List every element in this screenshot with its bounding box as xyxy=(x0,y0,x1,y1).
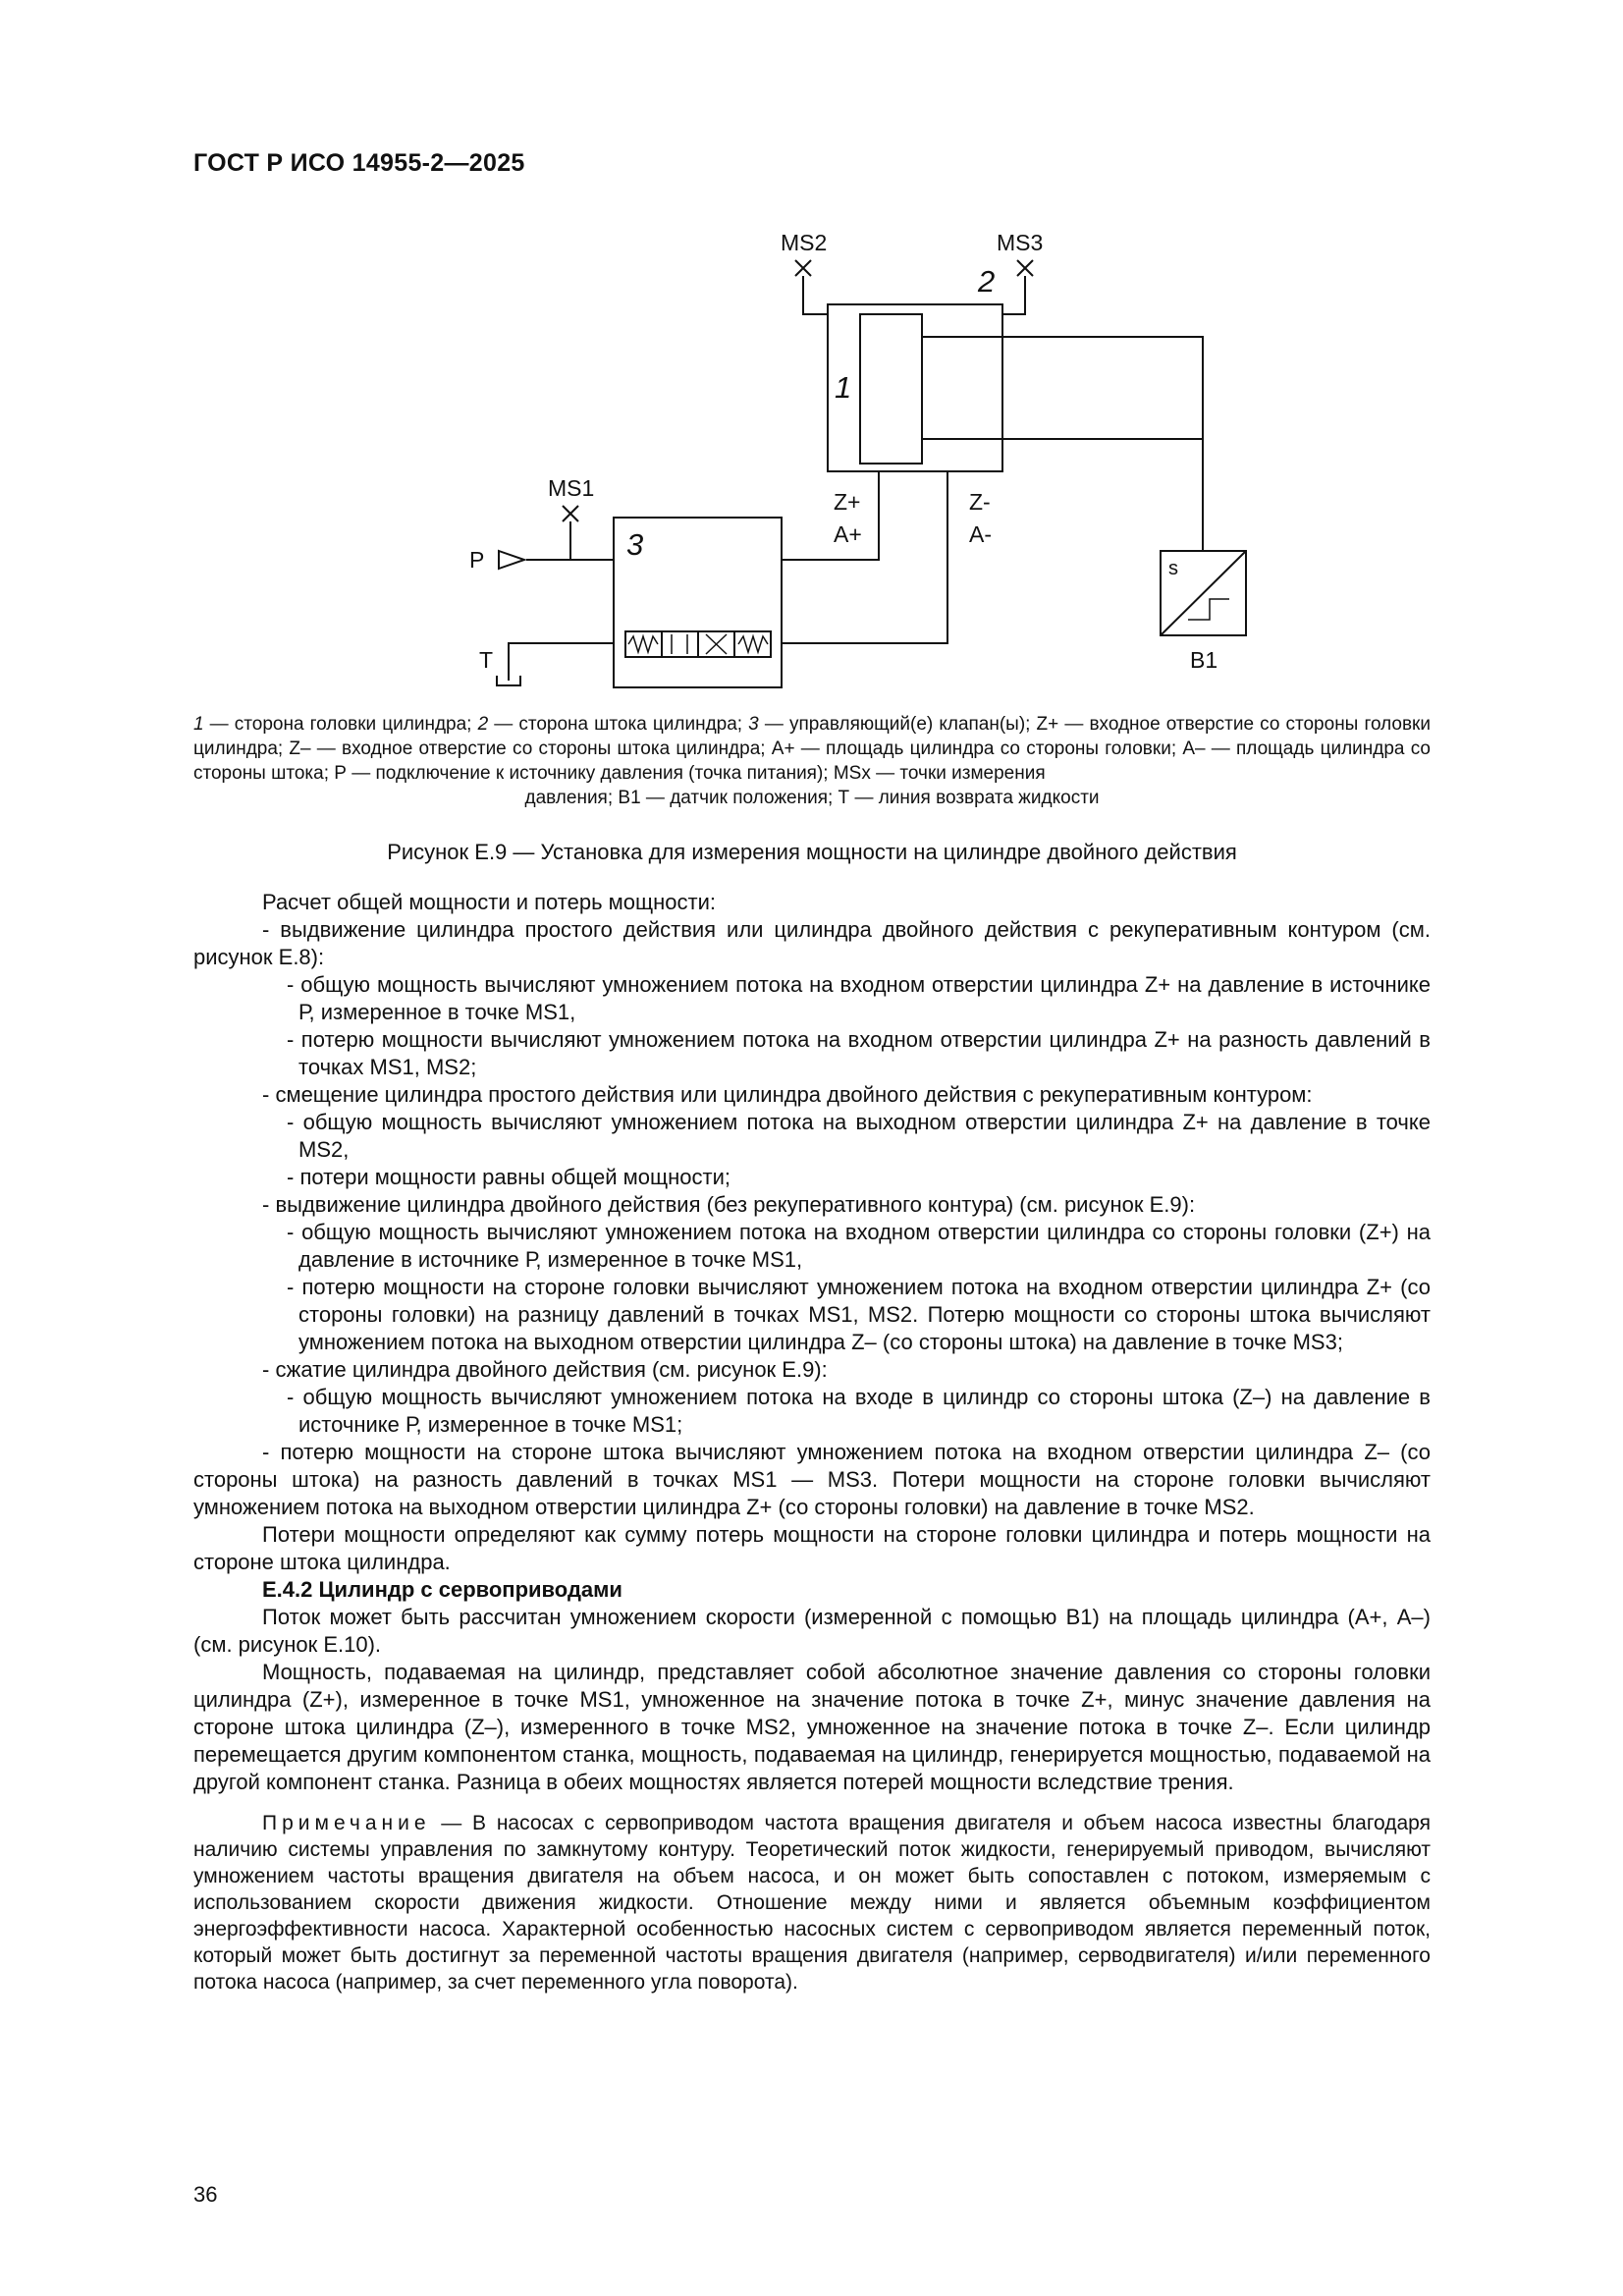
label-s: s xyxy=(1168,558,1178,579)
label-aminus: A- xyxy=(969,521,992,547)
cylinder-piston xyxy=(860,314,922,464)
list-subitem: - потерю мощности вычисляют умножением потока на входном отверстии цилиндра Z+ на разность давлений в точках MS1, MS2; xyxy=(287,1027,1431,1079)
label-b1: B1 xyxy=(1190,647,1218,673)
list-item: - выдвижение цилиндра простого действия или цилиндра двойного действия с рекуперативным контуром (см. рисунок Е.8): xyxy=(193,917,1431,969)
list-item: - сжатие цилиндра двойного действия (см. рисунок Е.9): xyxy=(262,1357,828,1382)
label-1: 1 xyxy=(835,370,852,405)
legend-num-1: 1 xyxy=(193,714,204,735)
label-ms2: MS2 xyxy=(781,230,828,255)
label-2: 2 xyxy=(978,264,996,299)
list-subitem: - общую мощность вычисляют умножением потока на выходном отверстии цилиндра Z+ на давление в точке MS2, xyxy=(287,1110,1431,1162)
list-subitem: - общую мощность вычисляют умножением потока на входном отверстии цилиндра Z+ на давление в источнике Р, измеренное в точке MS1, xyxy=(287,972,1431,1024)
legend-text-3: — управляющий(е) клапан(ы); Z+ — входное отверстие со стороны головки цилиндра; Z– — входное отверстие со стороны штока цилиндра; А+ — площадь цилиндра со стороны головки; А– — площадь цилиндра со стороны штока; Р — подключение к источнику давления (точка питания); MSx — точки измерения xyxy=(193,714,1431,784)
label-t: T xyxy=(479,647,494,673)
legend-text-2: — сторона штока цилиндра; xyxy=(488,714,749,735)
legend-text-1: — сторона головки цилиндра; xyxy=(203,714,478,735)
label-ms1: MS1 xyxy=(548,475,595,501)
legend-num-3: 3 xyxy=(748,714,759,735)
note-label: Примечание xyxy=(262,1812,431,1834)
list-subitem: - потери мощности равны общей мощности; xyxy=(287,1165,731,1189)
list-item: - смещение цилиндра простого действия или цилиндра двойного действия с рекуперативным контуром: xyxy=(262,1082,1313,1107)
paragraph: Расчет общей мощности и потерь мощности: xyxy=(262,890,716,914)
note xyxy=(193,1810,1431,1995)
list-item: - потерю мощности на стороне штока вычисляют умножением потока на входном отверстии цилиндра Z– (со стороны штока) на разность давлений в точках MS1 — MS3. Потери мощности на стороне головки вычисляют умножением потока на выходном отверстии цилиндра Z+ (со стороны головки) на давление в точке MS2. xyxy=(193,1440,1431,1519)
document-header: ГОСТ Р ИСО 14955-2—2025 xyxy=(193,149,525,177)
figure-e9 xyxy=(0,0,1623,707)
body-text xyxy=(193,889,1431,1995)
hydraulic-diagram xyxy=(0,0,1623,707)
paragraph: Потери мощности определяют как сумму потерь мощности на стороне головки цилиндра и потерь мощности на стороне штока цилиндра. xyxy=(193,1522,1431,1574)
cylinder-rod xyxy=(922,337,1203,439)
legend-num-2: 2 xyxy=(477,714,489,735)
list-item: - выдвижение цилиндра двойного действия (без рекуперативного контура) (см. рисунок Е.9): xyxy=(262,1192,1196,1217)
list-subitem: - общую мощность вычисляют умножением потока на входном отверстии цилиндра со стороны головки (Z+) на давление в источнике Р, измеренное в точке MS1, xyxy=(287,1220,1431,1272)
label-aplus: A+ xyxy=(834,521,862,547)
note-text: — В насосах с сервоприводом частота вращения двигателя и объем насоса известны благодаря наличию системы управления по замкнутому контуру. Теоретический поток жидкости, генерируемый приводом, вычисляют умножением частоты вращения двигателя на объем насоса, и он может быть сопоставлен с потоком, измеряемым с использованием скорости движения жидкости. Отношение между ними и является объемным коэффициентом энергоэффективности насоса. Характерной особенностью насосных систем с сервоприводом является переменный поток, который может быть достигнут за переменной частоты вращения двигателя (например, серводвигателя) и/или переменного потока насоса (например, за счет переменного угла поворота). xyxy=(193,1812,1431,1994)
label-zminus: Z- xyxy=(969,489,991,515)
cylinder-body xyxy=(828,304,1002,471)
list-subitem: - потерю мощности на стороне головки вычисляют умножением потока на входном отверстии цилиндра Z+ (со стороны головки) на разницу давлений в точках MS1, MS2. Потерю мощности со стороны штока вычисляют умножением потока на выходном отверстии цилиндра Z– (со стороны штока) на давление в точке MS3; xyxy=(287,1275,1431,1354)
figure-legend xyxy=(193,712,1431,810)
label-3: 3 xyxy=(626,527,644,562)
label-zplus: Z+ xyxy=(834,489,861,515)
figure-caption: Рисунок Е.9 — Установка для измерения мощности на цилиндре двойного действия xyxy=(387,840,1237,864)
label-p: P xyxy=(469,547,485,573)
legend-last-line: давления; В1 — датчик положения; Т — линия возврата жидкости xyxy=(524,788,1100,808)
list-subitem: - общую мощность вычисляют умножением потока на входе в цилиндр со стороны штока (Z–) на давление в источнике Р, измеренное в точке MS1; xyxy=(287,1385,1431,1437)
page-number: 36 xyxy=(193,2182,218,2207)
label-ms3: MS3 xyxy=(997,230,1044,255)
paragraph: Мощность, подаваемая на цилиндр, представляет собой абсолютное значение давления со стороны головки цилиндра (Z+), измеренное в точке MS1, умноженное на значение потока в точке Z+, минус значение давления на стороне штока цилиндра (Z–), измеренного в точке MS2, умноженное на значение потока в точке Z–. Если цилиндр перемещается другим компонентом станка, мощность, подаваемая на цилиндр, генерируется мощностью, подаваемой на другой компонент станка. Разница в обеих мощностях является потерей мощности вследствие трения. xyxy=(193,1660,1431,1794)
paragraph: Поток может быть рассчитан умножением скорости (измеренной с помощью В1) на площадь цилиндра (А+, А–) (см. рисунок Е.10). xyxy=(193,1605,1431,1657)
section-heading: Е.4.2 Цилиндр с сервоприводами xyxy=(262,1577,622,1602)
